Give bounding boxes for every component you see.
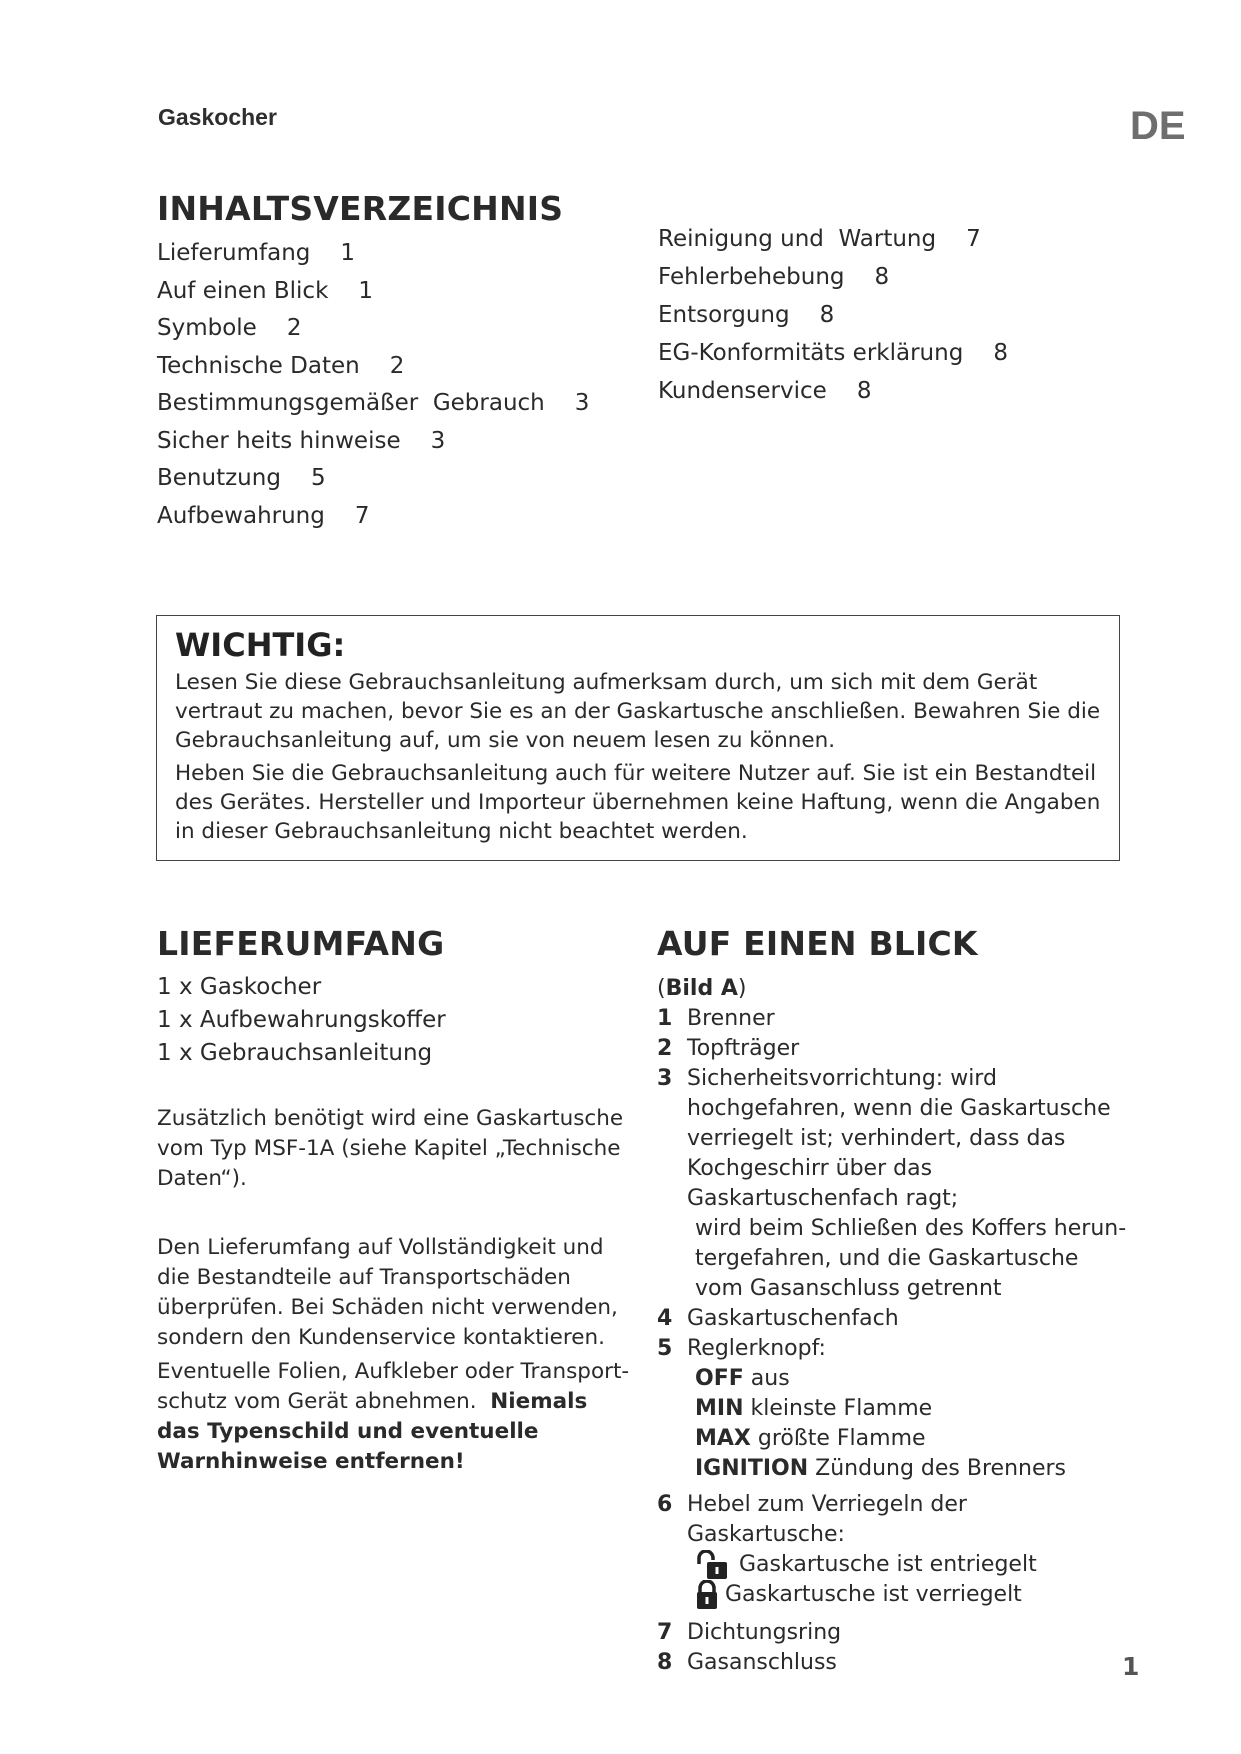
setting-key: OFF — [695, 1366, 744, 1391]
toc-item[interactable] — [157, 390, 589, 428]
item-number: 4 — [657, 1306, 673, 1331]
locked-state — [657, 1580, 1127, 1610]
toc-item-page: 1 — [340, 240, 356, 266]
check-paragraph: Den Lieferumfang auf Vollständigkeit und die Bestandteile auf Transportschäden überprüfen. Bei Schäden nicht verwenden, sondern den Kundenservice kontaktieren. — [157, 1235, 618, 1350]
warning-text: Niemals das Typenschild und eventuelle Warnhinweise entfernen! — [157, 1389, 588, 1474]
toc-item-page: 3 — [574, 390, 590, 416]
toc-item[interactable] — [157, 428, 589, 466]
toc-item[interactable] — [658, 226, 1008, 264]
toc-item-page: 1 — [358, 277, 374, 304]
list-item — [657, 1304, 1127, 1334]
setting-key: MAX — [695, 1426, 751, 1451]
list-item — [657, 1004, 1127, 1034]
toc-item-page: 8 — [819, 302, 835, 328]
toc-item-label: Auf einen Blick — [157, 277, 329, 304]
list-item — [657, 1064, 1127, 1214]
item-text: Dichtungsring — [687, 1620, 842, 1645]
toc-item-label: Sicher heits hinweise — [157, 427, 401, 454]
toc-item[interactable] — [157, 278, 589, 316]
setting-key: IGNITION — [695, 1456, 809, 1481]
item-continuation: wird beim Schließen des Koffers heruntergefahren, und die Gaskartusche vom Gasanschluss getrennt — [695, 1216, 1127, 1301]
item-number: 5 — [657, 1336, 673, 1361]
toc-item[interactable] — [658, 378, 1008, 416]
item-text: Hebel zum Verriegeln der Gaskartusche: — [687, 1492, 967, 1547]
page-number: 1 — [1122, 1652, 1140, 1681]
toc-item-label: Symbole — [157, 315, 257, 341]
important-notice-box — [156, 615, 1120, 861]
item-number: 2 — [657, 1036, 673, 1061]
toc-item-page: 8 — [993, 340, 1008, 366]
toc-item-page: 2 — [389, 352, 405, 379]
toc-item[interactable] — [658, 264, 1008, 302]
locked-padlock-icon — [695, 1580, 719, 1610]
list-item: 1 x Aufbewahrungskoffer — [157, 1007, 446, 1033]
toc-item-page: 7 — [966, 226, 981, 252]
setting-desc: aus — [750, 1366, 790, 1391]
list-item — [657, 1648, 1127, 1678]
toc-item-label: Bestimmungsgemäßer Gebrauch — [157, 390, 545, 416]
toc-item[interactable] — [157, 503, 589, 541]
item-text: Gasanschluss — [687, 1650, 837, 1675]
toc-item-label: Aufbewahrung — [157, 502, 325, 529]
important-heading: WICHTIG: — [175, 626, 346, 664]
item-text: Sicherheitsvorrichtung: wird hochgefahren, wenn die Gaskartusche verriegelt ist; verhindert, dass das Kochgeschirr über das Gaskartuschenfach ragt; — [687, 1066, 1111, 1211]
knob-setting — [657, 1394, 1127, 1424]
unlocked-padlock-icon — [695, 1550, 733, 1580]
language-code: DE — [1130, 104, 1186, 148]
setting-desc: größte Flamme — [757, 1426, 926, 1451]
toc-left-list — [157, 240, 589, 540]
image-ref-open: ( — [657, 976, 666, 1001]
item-number: 3 — [657, 1066, 673, 1091]
image-ref-close: ) — [737, 976, 747, 1001]
toc-item-label: Entsorgung — [658, 302, 790, 328]
remove-text: Eventuelle Folien, Aufkleber oder Transportschutz vom Gerät abnehmen. — [157, 1359, 630, 1414]
item-number: 6 — [657, 1492, 673, 1517]
item-text: Gaskartuschenfach — [687, 1306, 899, 1331]
toc-item-page: 5 — [310, 465, 326, 491]
item-number: 8 — [657, 1650, 673, 1675]
setting-key: MIN — [695, 1396, 744, 1421]
locked-text: Gaskartusche ist verriegelt — [725, 1582, 1022, 1607]
lieferumfang-list — [157, 974, 446, 1073]
toc-item[interactable] — [658, 340, 1008, 378]
toc-item-label: Technische Daten — [157, 352, 360, 379]
toc-item[interactable] — [157, 315, 589, 353]
item-number: 1 — [657, 1006, 673, 1031]
list-item: 1 x Gebrauchsanleitung — [157, 1040, 433, 1066]
image-reference — [657, 974, 1127, 1004]
item-text: Brenner — [687, 1006, 775, 1031]
toc-item[interactable] — [157, 240, 589, 278]
delivery-check-text — [157, 1233, 637, 1481]
toc-item-page: 3 — [430, 427, 446, 454]
toc-item-label: Kundenservice — [658, 378, 827, 404]
toc-item-page: 8 — [874, 264, 890, 290]
document-title: Gaskocher — [158, 104, 277, 130]
toc-heading: INHALTSVERZEICHNIS — [157, 189, 564, 228]
list-item — [657, 1034, 1127, 1064]
auf-einen-blick-heading: AUF EINEN BLICK — [657, 924, 978, 963]
item-text: Topfträger — [687, 1036, 800, 1061]
list-item — [657, 1618, 1127, 1648]
item-number: 7 — [657, 1620, 673, 1645]
toc-item[interactable] — [157, 465, 589, 503]
toc-right-list — [658, 226, 1008, 416]
remove-paragraph — [157, 1357, 637, 1477]
toc-item-page: 8 — [856, 378, 872, 404]
unlocked-state — [657, 1550, 1127, 1580]
list-item: 1 x Gaskocher — [157, 974, 322, 1000]
toc-item-page: 2 — [286, 315, 302, 341]
image-ref-label: Bild A — [665, 976, 738, 1001]
important-paragraph: Heben Sie die Gebrauchsanleitung auch für weitere Nutzer auf. Sie ist ein Bestandteil des Gerätes. Hersteller und Importeur übernehmen keine Haftung, wenn die Angaben in dieser Gebrauchsanleitung nicht beachtet werden. — [175, 761, 1101, 844]
knob-setting — [657, 1454, 1127, 1484]
toc-item[interactable] — [658, 302, 1008, 340]
unlocked-text: Gaskartusche ist entriegelt — [739, 1552, 1037, 1577]
toc-item-page: 7 — [354, 502, 370, 529]
item-text: Reglerknopf: — [687, 1336, 826, 1361]
setting-desc: kleinste Flamme — [750, 1396, 933, 1421]
toc-item-label: EG-Konformitäts erklärung — [658, 340, 964, 366]
setting-desc: Zündung des Brenners — [815, 1456, 1066, 1481]
list-item — [657, 1490, 1127, 1550]
lieferumfang-heading: LIEFERUMFANG — [157, 924, 445, 963]
toc-item-label: Lieferumfang — [157, 240, 311, 266]
cartridge-note: Zusätzlich benötigt wird eine Gaskartusche vom Typ MSF-1A (siehe Kapitel „Technische Daten“). — [157, 1106, 624, 1191]
list-item — [657, 1334, 1127, 1364]
toc-item-label: Reinigung und Wartung — [658, 226, 937, 252]
toc-item[interactable] — [157, 353, 589, 391]
parts-list — [657, 974, 1127, 1678]
knob-setting — [657, 1364, 1127, 1394]
knob-setting — [657, 1424, 1127, 1454]
toc-item-label: Benutzung — [157, 465, 281, 491]
toc-item-label: Fehlerbehebung — [658, 264, 845, 290]
important-paragraph: Lesen Sie diese Gebrauchsanleitung aufmerksam durch, um sich mit dem Gerät vertraut zu machen, bevor Sie es an der Gaskartusche anschließen. Bewahren Sie die Gebrauchsanleitung auf, um sie von neuem lesen zu können. — [175, 670, 1101, 753]
